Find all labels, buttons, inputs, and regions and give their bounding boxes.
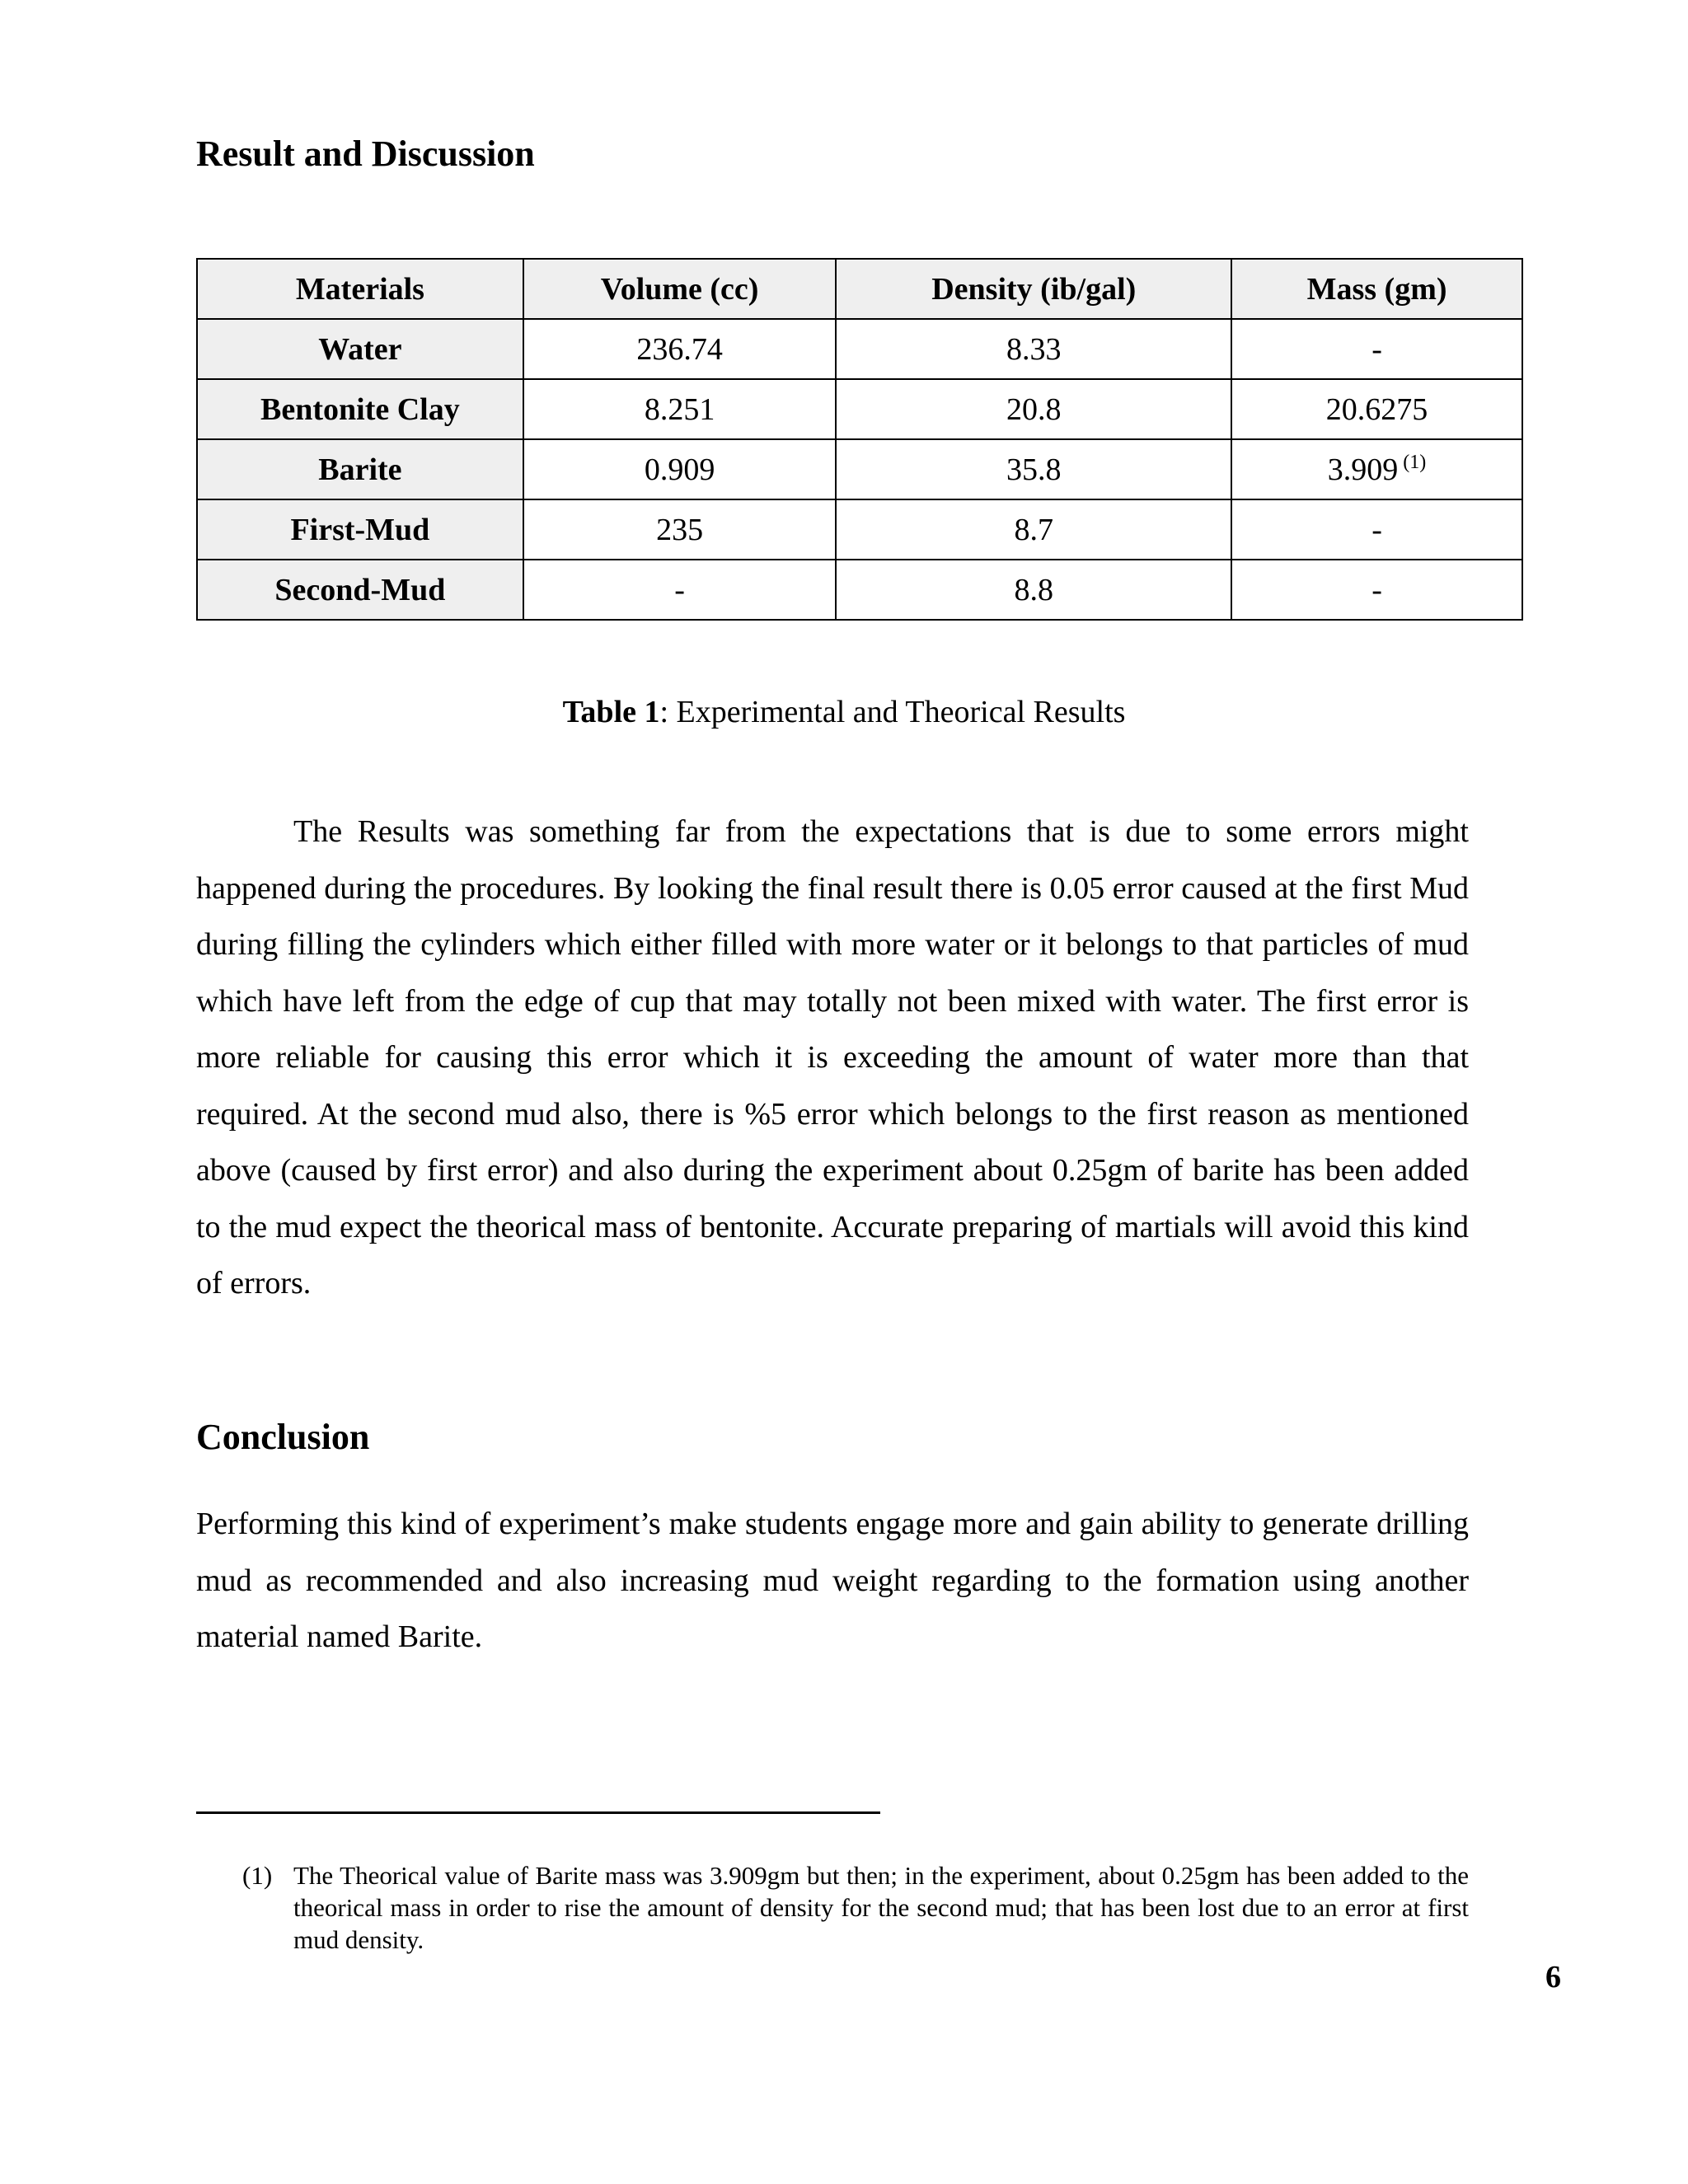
footnote-reference: (1) [1403,451,1427,473]
cell-volume: 8.251 [523,379,837,439]
header-density: Density (ib/gal) [836,259,1231,319]
results-table [196,258,1523,621]
cell-material: Water [197,319,523,379]
table-caption-label: Table 1 [562,695,660,729]
paragraph-result: The Results was something far from the expectations that is due to some errors might happened during the procedures. By looking the final result there is 0.05 error caused at the first Mud during filling the cylinders which either filled with more water or it belongs to that particles of mud which have left from the edge of cup that may totally not been mixed with water. The first error is more reliable for causing this error which it is exceeding the amount of water more than that required. At the second mud also, there is %5 error which belongs to the first reason as mentioned above (caused by first error) and also during the experiment about 0.25gm of barite has been added to the mud expect the theorical mass of bentonite. Accurate preparing of martials will avoid this kind of errors. [196,814,1469,1301]
section-heading-conclusion: Conclusion [196,1417,370,1457]
cell-volume: - [523,560,837,620]
table-row [197,319,1522,379]
cell-density: 20.8 [836,379,1231,439]
footnote [242,1859,1469,1956]
cell-material: First-Mud [197,499,523,560]
cell-material: Bentonite Clay [197,379,523,439]
table-header-row [197,259,1522,319]
cell-mass-value: 3.909 [1327,452,1399,487]
cell-volume: 0.909 [523,439,837,499]
section-heading-result: Result and Discussion [196,134,535,174]
cell-material: Barite [197,439,523,499]
footnote-marker: (1) [242,1861,273,1890]
cell-mass: - [1231,560,1522,620]
cell-material: Second-Mud [197,560,523,620]
table-caption [0,694,1688,730]
table-row [197,560,1522,620]
table-caption-text: : Experimental and Theorical Results [659,695,1126,729]
cell-mass: 20.6275 [1231,379,1522,439]
page-number: 6 [1545,1960,1561,1994]
cell-density: 8.33 [836,319,1231,379]
paragraph-conclusion: Performing this kind of experiment’s make students engage more and gain ability to generate drilling mud as recommended and also increasing mud weight regarding to the formation using another material named Barite. [196,1507,1469,1654]
header-mass: Mass (gm) [1231,259,1522,319]
table-row [197,439,1522,499]
cell-density: 8.7 [836,499,1231,560]
cell-mass: - [1231,319,1522,379]
cell-mass [1231,439,1522,499]
header-volume: Volume (cc) [523,259,837,319]
table-row [197,499,1522,560]
cell-volume: 236.74 [523,319,837,379]
footnote-divider [196,1811,880,1814]
header-materials: Materials [197,259,523,319]
cell-mass: - [1231,499,1522,560]
cell-volume: 235 [523,499,837,560]
table-row [197,379,1522,439]
cell-density: 35.8 [836,439,1231,499]
footnote-text: The Theorical value of Barite mass was 3.909gm but then; in the experiment, about 0.25gm has been added to the theorical mass in order to rise the amount of density for the second mud; that has been lost due to an error at first mud density. [293,1861,1469,1954]
cell-density: 8.8 [836,560,1231,620]
